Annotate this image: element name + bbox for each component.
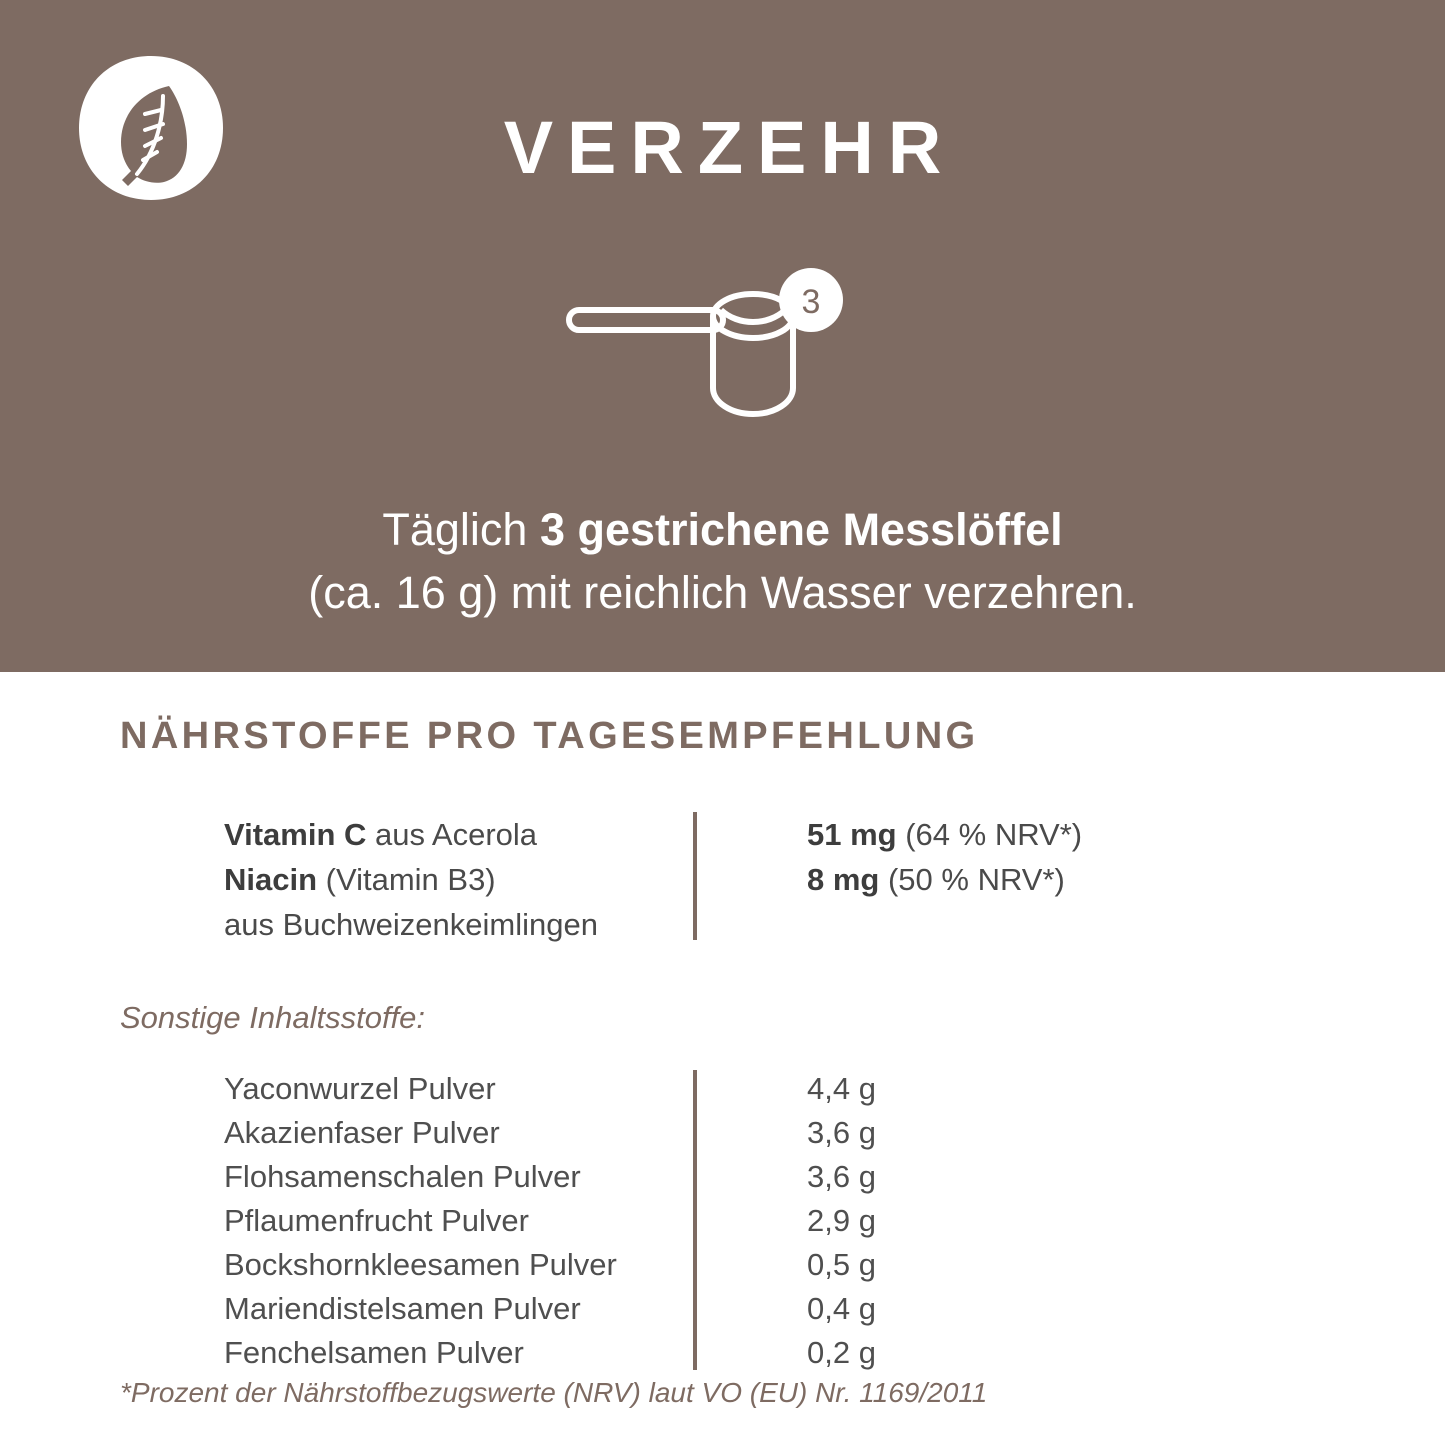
dosage-instruction [0, 498, 1445, 624]
table-row [120, 812, 1325, 857]
ingredient-name: Yaconwurzel Pulver [224, 1071, 496, 1106]
ingredient-value: 3,6 g [807, 1159, 876, 1194]
dosage-strong: 3 gestrichene Messlöffel [539, 504, 1063, 555]
dosage-line-2: (ca. 16 g) mit reichlich Wasser verzehren. [308, 567, 1137, 618]
list-item [120, 1287, 1325, 1331]
ingredient-value: 0,2 g [807, 1335, 876, 1370]
nutrient-detail: aus Buchweizenkeimlingen [224, 907, 598, 942]
list-item [120, 1199, 1325, 1243]
list-item [120, 1111, 1325, 1155]
nutrient-name: Niacin [224, 862, 318, 897]
nutrient-value: 51 mg [807, 817, 897, 852]
ingredient-value: 0,4 g [807, 1291, 876, 1326]
consumption-panel [0, 0, 1445, 672]
table-row [120, 902, 1325, 947]
nutrient-value: 8 mg [807, 862, 880, 897]
nutrient-name: Vitamin C [224, 817, 367, 852]
ingredient-name: Flohsamenschalen Pulver [224, 1159, 581, 1194]
ingredient-value: 4,4 g [807, 1071, 876, 1106]
nutrition-section-title: NÄHRSTOFFE PRO TAGESEMPFEHLUNG [120, 715, 979, 757]
list-item [120, 1331, 1325, 1375]
ingredient-value: 3,6 g [807, 1115, 876, 1150]
table-row [120, 857, 1325, 902]
other-ingredients-heading: Sonstige Inhaltsstoffe: [120, 1000, 426, 1035]
page-title: VERZEHR [503, 106, 956, 189]
nutrient-list [120, 812, 1325, 947]
nutrition-panel [0, 672, 1445, 1445]
ingredient-name: Pflaumenfrucht Pulver [224, 1203, 529, 1238]
nutrient-detail: aus Acerola [366, 817, 538, 852]
measuring-spoon-icon [563, 268, 883, 428]
dosage-prefix: Täglich [382, 504, 540, 555]
nrv-footnote: *Prozent der Nährstoffbezugswerte (NRV) laut VO (EU) Nr. 1169/2011 [120, 1377, 988, 1408]
ingredient-value: 2,9 g [807, 1203, 876, 1238]
nutrient-value-note: (50 % NRV*) [879, 862, 1065, 897]
ingredient-value: 0,5 g [807, 1247, 876, 1282]
list-item [120, 1067, 1325, 1111]
ingredient-name: Bockshornkleesamen Pulver [224, 1247, 617, 1282]
list-item [120, 1155, 1325, 1199]
nutrient-value-note: (64 % NRV*) [896, 817, 1083, 852]
ingredient-name: Akazienfaser Pulver [224, 1115, 500, 1150]
scoop-count-badge: 3 [801, 283, 820, 321]
other-ingredients-list [120, 1067, 1325, 1375]
row-divider [693, 902, 697, 947]
ingredient-name: Mariendistelsamen Pulver [224, 1291, 581, 1326]
ingredient-name: Fenchelsamen Pulver [224, 1335, 524, 1370]
list-item [120, 1243, 1325, 1287]
nutrient-detail: (Vitamin B3) [317, 862, 496, 897]
